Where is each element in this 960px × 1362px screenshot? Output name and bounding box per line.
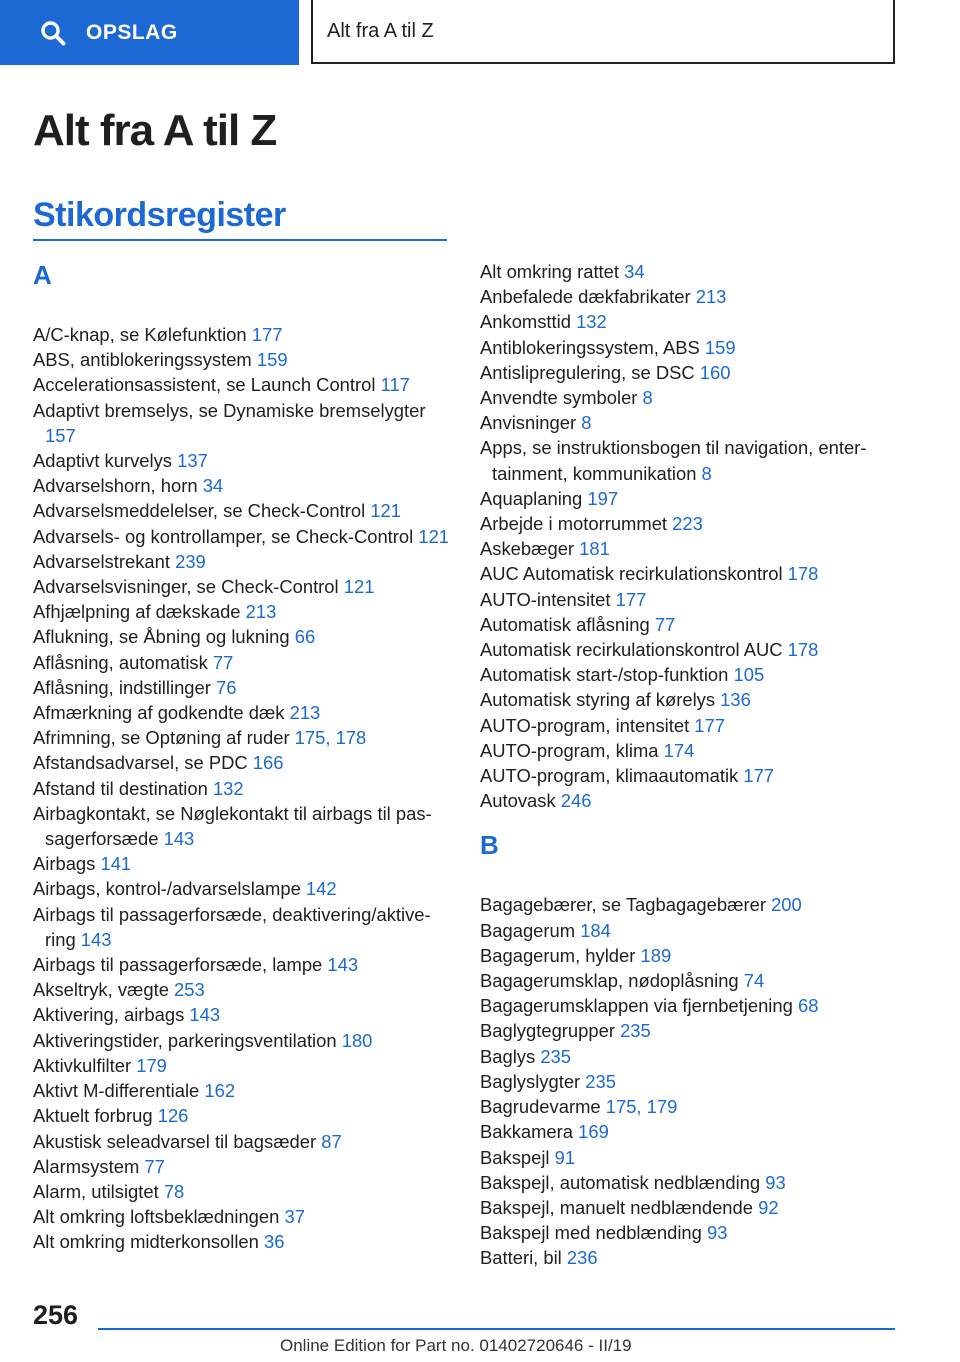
index-letter-heading: A	[33, 260, 52, 290]
page-number: 256	[33, 1300, 79, 1330]
index-entry-page-link[interactable]: 78	[163, 1180, 185, 1202]
index-entry-term: Ankomsttid	[480, 311, 577, 333]
index-entry-page-link[interactable]: 141	[100, 853, 132, 875]
index-entry	[480, 1195, 900, 1220]
index-entry	[480, 1220, 900, 1245]
index-entry	[33, 650, 453, 675]
index-column-left	[33, 259, 453, 1255]
index-entry	[480, 259, 900, 284]
index-entry	[33, 624, 453, 649]
index-entry-term: Anvendte symboler	[480, 387, 643, 409]
index-entry-term: Bagagebærer, se Tagbagagebærer	[480, 894, 772, 916]
index-entry-term: Bakspejl	[480, 1146, 555, 1168]
index-entry-page-link[interactable]: 175, 179	[605, 1096, 678, 1118]
index-entry	[480, 385, 900, 410]
edition-footer: Online Edition for Part no. 01402720646 - II/19	[280, 1336, 632, 1355]
index-entry-term: Aktivering, airbags	[33, 1004, 190, 1026]
index-entry	[480, 637, 900, 662]
index-entry-page-link[interactable]: 253	[174, 979, 205, 1001]
index-entry-page-link[interactable]: 197	[587, 487, 619, 509]
index-entry-page-link[interactable]: 91	[554, 1146, 576, 1168]
index-entry	[480, 561, 900, 586]
index-entry-page-link[interactable]: 132	[212, 777, 244, 799]
index-entry-term: AUTO-program, klimaautomatik	[480, 765, 744, 787]
index-entry-term: Bagrudevarme	[480, 1096, 606, 1118]
index-entry	[33, 725, 453, 750]
index-entry	[480, 309, 900, 334]
index-entry-term: Automatisk recirkulationskontrol AUC	[480, 639, 788, 661]
index-entry	[33, 524, 453, 549]
index-entry-term: Antislipregulering, se DSC	[480, 361, 700, 383]
index-entry	[33, 549, 453, 574]
index-entry	[480, 612, 900, 637]
section-divider	[33, 239, 447, 241]
index-entry	[33, 372, 453, 397]
index-entry-term: Batteri, bil	[480, 1247, 567, 1269]
index-entry-page-link[interactable]: 180	[341, 1029, 373, 1051]
index-entry-page-link[interactable]: 142	[305, 878, 337, 900]
index-entry-page-link[interactable]: 66	[294, 626, 316, 648]
index-entry-page-link[interactable]: 213	[245, 601, 277, 623]
index-entry-page-link[interactable]: 37	[284, 1206, 305, 1228]
index-entry-page-link[interactable]: 159	[704, 336, 736, 358]
index-entry	[480, 738, 900, 763]
index-entry-page-link[interactable]: 235	[540, 1045, 571, 1067]
index-entry	[33, 1053, 453, 1078]
index-entry-term: Bakspejl, automatisk nedblænding	[480, 1171, 766, 1193]
breadcrumb[interactable]	[311, 0, 895, 64]
search-tab-label: OPSLAG	[86, 20, 178, 44]
index-entry-page-link[interactable]: 137	[177, 450, 208, 472]
index-entry-term: Afstand til destination	[33, 777, 213, 799]
index-entry-page-link[interactable]: 77	[144, 1155, 165, 1177]
index-entry-term: Advarsels- og kontrollamper, se Check-Control	[33, 525, 419, 547]
index-entry-page-link[interactable]: 189	[640, 944, 672, 966]
index-entry-term: AUC Automatisk recirkulationskontrol	[480, 563, 788, 585]
index-entry-page-link[interactable]: 200	[771, 894, 802, 916]
index-entry-term: Bagagerumsklappen via fjernbetjening	[480, 995, 798, 1017]
index-entry-term: Baglyslygter	[480, 1070, 586, 1092]
index-entry-page-link[interactable]: 179	[136, 1054, 167, 1076]
index-entry	[33, 347, 453, 372]
index-entry-page-link[interactable]: 8	[581, 412, 592, 434]
index-entry	[480, 284, 900, 309]
index-entry-term: Advarselshorn, horn	[33, 475, 203, 497]
index-entry-page-link[interactable]: 162	[204, 1080, 236, 1102]
index-entry	[480, 662, 900, 687]
index-entry-term: Bagagerum, hylder	[480, 944, 641, 966]
index-entry-term: Bakkamera	[480, 1121, 579, 1143]
index-entry	[480, 536, 900, 561]
footer-divider	[98, 1328, 895, 1330]
search-tab[interactable]	[0, 0, 299, 65]
index-entry	[480, 918, 900, 943]
index-entry	[480, 1170, 900, 1195]
index-entry-term: Alt omkring rattet	[480, 261, 625, 282]
index-entry-term: Alarmsystem	[33, 1155, 145, 1177]
index-column-right	[480, 259, 900, 1271]
index-entry-page-link[interactable]: 143	[327, 954, 359, 976]
index-entry	[33, 398, 453, 448]
index-entry-term: Askebæger	[480, 538, 580, 560]
index-entry-page-link[interactable]: 143	[80, 928, 112, 950]
index-entry-page-link[interactable]: 36	[264, 1231, 285, 1253]
index-entry	[480, 335, 900, 360]
index-entry-page-link[interactable]: 236	[566, 1247, 598, 1269]
index-entry	[33, 776, 453, 801]
index-entry	[480, 892, 900, 917]
index-entry-term: Aktiveringstider, parkeringsventilation	[33, 1029, 342, 1051]
index-entry-term: Bagagerumsklap, nødoplåsning	[480, 970, 744, 992]
index-entry-page-link[interactable]: 143	[163, 828, 195, 850]
index-entry	[33, 574, 453, 599]
index-entry	[480, 410, 900, 435]
index-entry-term: AUTO-program, klima	[480, 739, 664, 761]
index-entry-page-link[interactable]: 160	[699, 361, 731, 383]
index-entry-term: Accelerationsassistent, se Launch Control	[33, 374, 381, 396]
index-entry	[480, 687, 900, 712]
index-entry	[480, 486, 900, 511]
index-entry	[33, 1229, 453, 1254]
index-entry	[33, 851, 453, 876]
index-entry-term: Adaptivt bremselys, se Dynamiske bremselygter	[33, 399, 426, 421]
index-entry	[33, 322, 453, 347]
index-entry-page-link[interactable]: 8	[701, 462, 712, 484]
index-entry-term: Airbags	[33, 853, 101, 875]
index-entry-term: Aflåsning, indstillinger	[33, 676, 216, 698]
index-entry-page-link[interactable]: 169	[578, 1121, 609, 1143]
index-entry-page-link[interactable]: 159	[256, 349, 288, 371]
index-entry-term: AUTO-intensitet	[480, 588, 616, 610]
index-entry-page-link[interactable]: 213	[289, 702, 321, 724]
index-entry-page-link[interactable]: 93	[765, 1171, 786, 1193]
index-entry	[480, 1094, 900, 1119]
index-entry-term: Airbagkontakt, se Nøglekontakt til airbags til passagerforsæde	[33, 802, 432, 850]
index-entry-page-link[interactable]: 223	[672, 513, 703, 535]
index-entry-term: ABS, antiblokeringssystem	[33, 349, 257, 371]
index-entry-page-link[interactable]: 92	[758, 1196, 779, 1218]
index-entry	[480, 993, 900, 1018]
index-entry-term: Afhjælpning af dækskade	[33, 601, 246, 623]
index-entry-term: Aquaplaning	[480, 487, 588, 509]
index-entry	[480, 943, 900, 968]
index-entry-page-link[interactable]: 121	[370, 500, 401, 522]
index-entry-page-link[interactable]: 246	[560, 790, 592, 812]
index-entry-page-link[interactable]: 93	[706, 1222, 728, 1244]
index-entry	[33, 675, 453, 700]
index-entry-page-link[interactable]: 8	[642, 387, 653, 409]
index-entry-term: Bakspejl med nedblænding	[480, 1222, 707, 1244]
index-entry-term: Baglygtegrupper	[480, 1020, 621, 1042]
index-entry-page-link[interactable]: 121	[418, 525, 450, 547]
index-entry-page-link[interactable]: 126	[157, 1105, 189, 1127]
index-entry	[480, 1069, 900, 1094]
index-entry-term: Alarm, utilsigtet	[33, 1180, 164, 1202]
index-entry-term: Baglys	[480, 1045, 541, 1067]
index-entry-page-link[interactable]: 157	[45, 424, 76, 446]
index-letter-heading: B	[480, 830, 499, 861]
index-entry-term: Advarselstrekant	[33, 550, 176, 572]
index-entry-term: Afstandsadvarsel, se PDC	[33, 752, 253, 774]
index-entry-term: A/C-knap, se Kølefunktion	[33, 324, 252, 345]
index-entry-term: Airbags til passagerforsæde, deaktivering/aktivering	[33, 903, 431, 950]
index-entry-page-link[interactable]: 77	[212, 651, 234, 673]
index-entry	[480, 1245, 900, 1270]
index-entry-page-link[interactable]: 178	[787, 639, 819, 661]
index-entry-page-link[interactable]: 87	[321, 1130, 342, 1152]
index-entry	[480, 1145, 900, 1170]
index-entry	[33, 1204, 453, 1229]
index-entry	[480, 511, 900, 536]
index-entry-page-link[interactable]: 34	[202, 475, 224, 497]
index-entry-page-link[interactable]: 68	[797, 995, 819, 1017]
index-entry-term: AUTO-program, intensitet	[480, 714, 695, 736]
index-entry-term: Antiblokeringssystem, ABS	[480, 336, 705, 358]
index-entry-term: Airbags, kontrol-/advarselslampe	[33, 878, 306, 900]
index-entry	[33, 1154, 453, 1179]
index-entry-page-link[interactable]: 235	[585, 1070, 616, 1092]
index-entry-term: Akseltryk, vægte	[33, 979, 175, 1001]
index-entry-term: Adaptivt kurvelys	[33, 450, 178, 472]
index-entry-term: Advarselsvisninger, se Check-Control	[33, 576, 344, 598]
index-entry	[33, 1129, 453, 1154]
index-entry-term: Aktuelt forbrug	[33, 1105, 158, 1127]
index-entry	[480, 763, 900, 788]
index-entry-page-link[interactable]: 177	[743, 765, 775, 787]
index-entry	[480, 587, 900, 612]
index-entry-page-link[interactable]: 136	[720, 689, 751, 711]
index-entry-term: Bakspejl, manuelt nedblændende	[480, 1196, 759, 1218]
index-entry	[33, 599, 453, 624]
index-entry-term: Aktivkulfilter	[33, 1054, 137, 1076]
index-entry-term: Aflukning, se Åbning og lukning	[33, 626, 295, 648]
search-icon	[40, 20, 66, 46]
index-entry-page-link[interactable]: 121	[343, 576, 375, 598]
index-entry-page-link[interactable]: 175, 178	[294, 727, 367, 749]
index-entry	[480, 1119, 900, 1144]
index-entry-term: Aktivt M-differentiale	[33, 1080, 205, 1102]
index-entry-page-link[interactable]: 117	[380, 374, 410, 396]
index-entry-term: Autovask	[480, 790, 561, 812]
index-entry-page-link[interactable]: 77	[654, 613, 676, 635]
index-entry-page-link[interactable]: 174	[663, 739, 695, 761]
index-entry-page-link[interactable]: 74	[743, 970, 765, 992]
index-entry-term: Anvisninger	[480, 412, 582, 434]
index-entry	[33, 448, 453, 473]
index-entry	[480, 788, 900, 813]
index-entry-page-link[interactable]: 235	[620, 1020, 651, 1042]
index-entry-term: Alt omkring loftsbeklædningen	[33, 1206, 285, 1228]
index-entry-term: Airbags til passagerforsæde, lampe	[33, 954, 328, 976]
index-entry	[33, 801, 453, 851]
index-entry-term: Afrimning, se Optøning af ruder	[33, 727, 295, 749]
index-entry-term: Apps, se instruktionsbogen til navigation, entertainment, kommunikation	[480, 437, 867, 484]
index-entry-term: Automatisk aflåsning	[480, 613, 655, 635]
index-entry	[33, 1103, 453, 1128]
index-entry-term: Automatisk start-/stop-funktion	[480, 664, 734, 686]
index-entry-page-link[interactable]: 132	[576, 311, 607, 333]
index-entry-term: Advarselsmeddelelser, se Check-Control	[33, 500, 371, 522]
index-entry	[33, 473, 453, 498]
index-entry-term: Akustisk seleadvarsel til bagsæder	[33, 1130, 322, 1152]
section-title: Stikordsregister	[33, 196, 286, 234]
index-entry	[480, 360, 900, 385]
index-entry-page-link[interactable]: 178	[787, 563, 819, 585]
index-entry-term: Anbefalede dækfabrikater	[480, 286, 696, 308]
index-entry-term: Aflåsning, automatisk	[33, 651, 213, 673]
index-entry-page-link[interactable]: 239	[175, 550, 206, 572]
index-entry	[33, 902, 453, 952]
breadcrumb-label: Alt fra A til Z	[327, 19, 434, 42]
index-entry-term: Alt omkring midterkonsollen	[33, 1231, 264, 1253]
index-entry	[33, 750, 453, 775]
index-entry	[33, 498, 453, 523]
index-entry	[480, 713, 900, 738]
index-entry-page-link[interactable]: 177	[251, 324, 283, 345]
index-entry-page-link[interactable]: 181	[579, 538, 610, 560]
index-entry	[33, 1078, 453, 1103]
index-entry-page-link[interactable]: 177	[615, 588, 647, 610]
index-entry	[33, 1028, 453, 1053]
page-title: Alt fra A til Z	[33, 106, 277, 155]
index-entry-page-link[interactable]: 76	[215, 676, 237, 698]
index-entry-term: Afmærkning af godkendte dæk	[33, 702, 290, 724]
index-entry	[480, 435, 900, 485]
index-entry-page-link[interactable]: 143	[189, 1004, 221, 1026]
index-entry	[33, 977, 453, 1002]
index-entry-page-link[interactable]: 105	[733, 664, 765, 686]
index-entry-page-link[interactable]: 34	[624, 261, 645, 282]
index-entry	[33, 876, 453, 901]
index-entry-page-link[interactable]: 184	[580, 919, 611, 941]
index-entry	[33, 700, 453, 725]
index-entry	[480, 968, 900, 993]
index-entry-page-link[interactable]: 177	[694, 714, 725, 736]
index-entry-term: Automatisk styring af kørelys	[480, 689, 721, 711]
index-entry-page-link[interactable]: 213	[695, 286, 727, 308]
index-entry-term: Bagagerum	[480, 919, 581, 941]
index-entry-page-link[interactable]: 166	[252, 752, 284, 774]
index-entry	[33, 1179, 453, 1204]
index-entry	[480, 1018, 900, 1043]
index-entry	[33, 1002, 453, 1027]
index-entry	[33, 952, 453, 977]
index-entry-term: Arbejde i motorrummet	[480, 513, 673, 535]
index-entry	[480, 1044, 900, 1069]
